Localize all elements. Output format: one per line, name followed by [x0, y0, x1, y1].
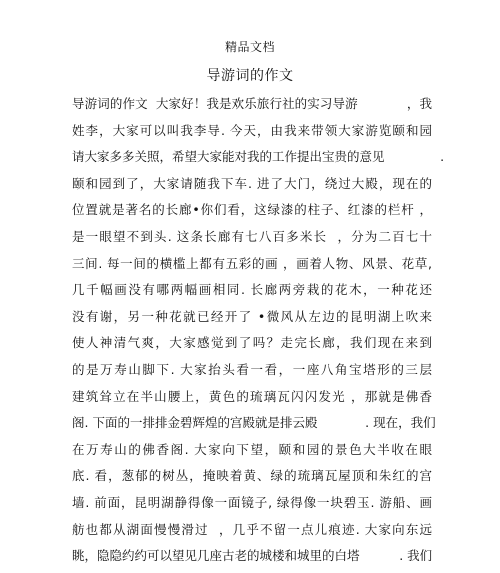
document-title: 导游词的作文 — [206, 68, 294, 84]
body-line: 导游词的作文 大家好！我是欢乐旅行社的实习导游 ，我 — [72, 96, 432, 111]
body-line: 没有谢，另一种花就已经开了 •微风从左边的昆明湖上吹来 — [72, 308, 432, 324]
body-line: 几千幅画没有哪两幅画相同. 长廊两旁栽的花木，一种花还 — [72, 282, 432, 298]
body-line: 墙. 前面，昆明湖静得像一面镜子, 绿得像一块碧玉. 游船、画 — [72, 494, 432, 510]
body-line: 位置就是著名的长廊•你们看，这绿漆的柱子、红漆的栏杆 ， — [72, 202, 432, 218]
body-line: 是一眼望不到头. 这条长廊有七八百多米长 ，分为二百七十 — [72, 228, 432, 244]
body-line: 阁. 下面的一排排金碧辉煌的宫殿就是排云殿 . 现在，我们 — [72, 415, 436, 431]
page-header: 精品文档 — [224, 40, 275, 54]
body-line: 三间. 每一间的横槛上都有五彩的画 ，画着人物、风景、花草, — [72, 255, 432, 271]
body-line: 颐和园到了，大家请随我下车. 进了大门，绕过大殿，现在的 — [72, 175, 432, 191]
body-line: 在万寿山的佛香阁. 大家向下望，颐和园的景色大半收在眼 — [72, 441, 432, 457]
body-line: 使人神清气爽，大家感觉到了吗？走完长廊，我们现在来到 — [72, 335, 432, 351]
document-body — [72, 94, 445, 573]
body-line: 请大家多多关照，希望大家能对我的工作提出宝贵的意见 . — [72, 149, 445, 165]
body-line: 舫也都从湖面慢慢滑过 ，几乎不留一点儿痕迹. 大家向东远 — [72, 521, 432, 537]
body-line: 眺，隐隐约约可以望见几座古老的城楼和城里的白塔 . 我们 — [72, 548, 433, 564]
body-line: 姓李，大家可以叫我李导. 今天，由我来带领大家游览颐和园 — [72, 122, 432, 138]
body-line: 的是万寿山脚下. 大家抬头看一看，一座八角宝塔形的三层 — [72, 361, 432, 377]
body-line: 底. 看，葱郁的树丛，掩映着黄、绿的琉璃瓦屋顶和朱红的宫 — [72, 468, 432, 484]
body-line: 建筑耸立在半山腰上，黄色的琉璃瓦闪闪发光 ，那就是佛香 — [72, 388, 432, 404]
